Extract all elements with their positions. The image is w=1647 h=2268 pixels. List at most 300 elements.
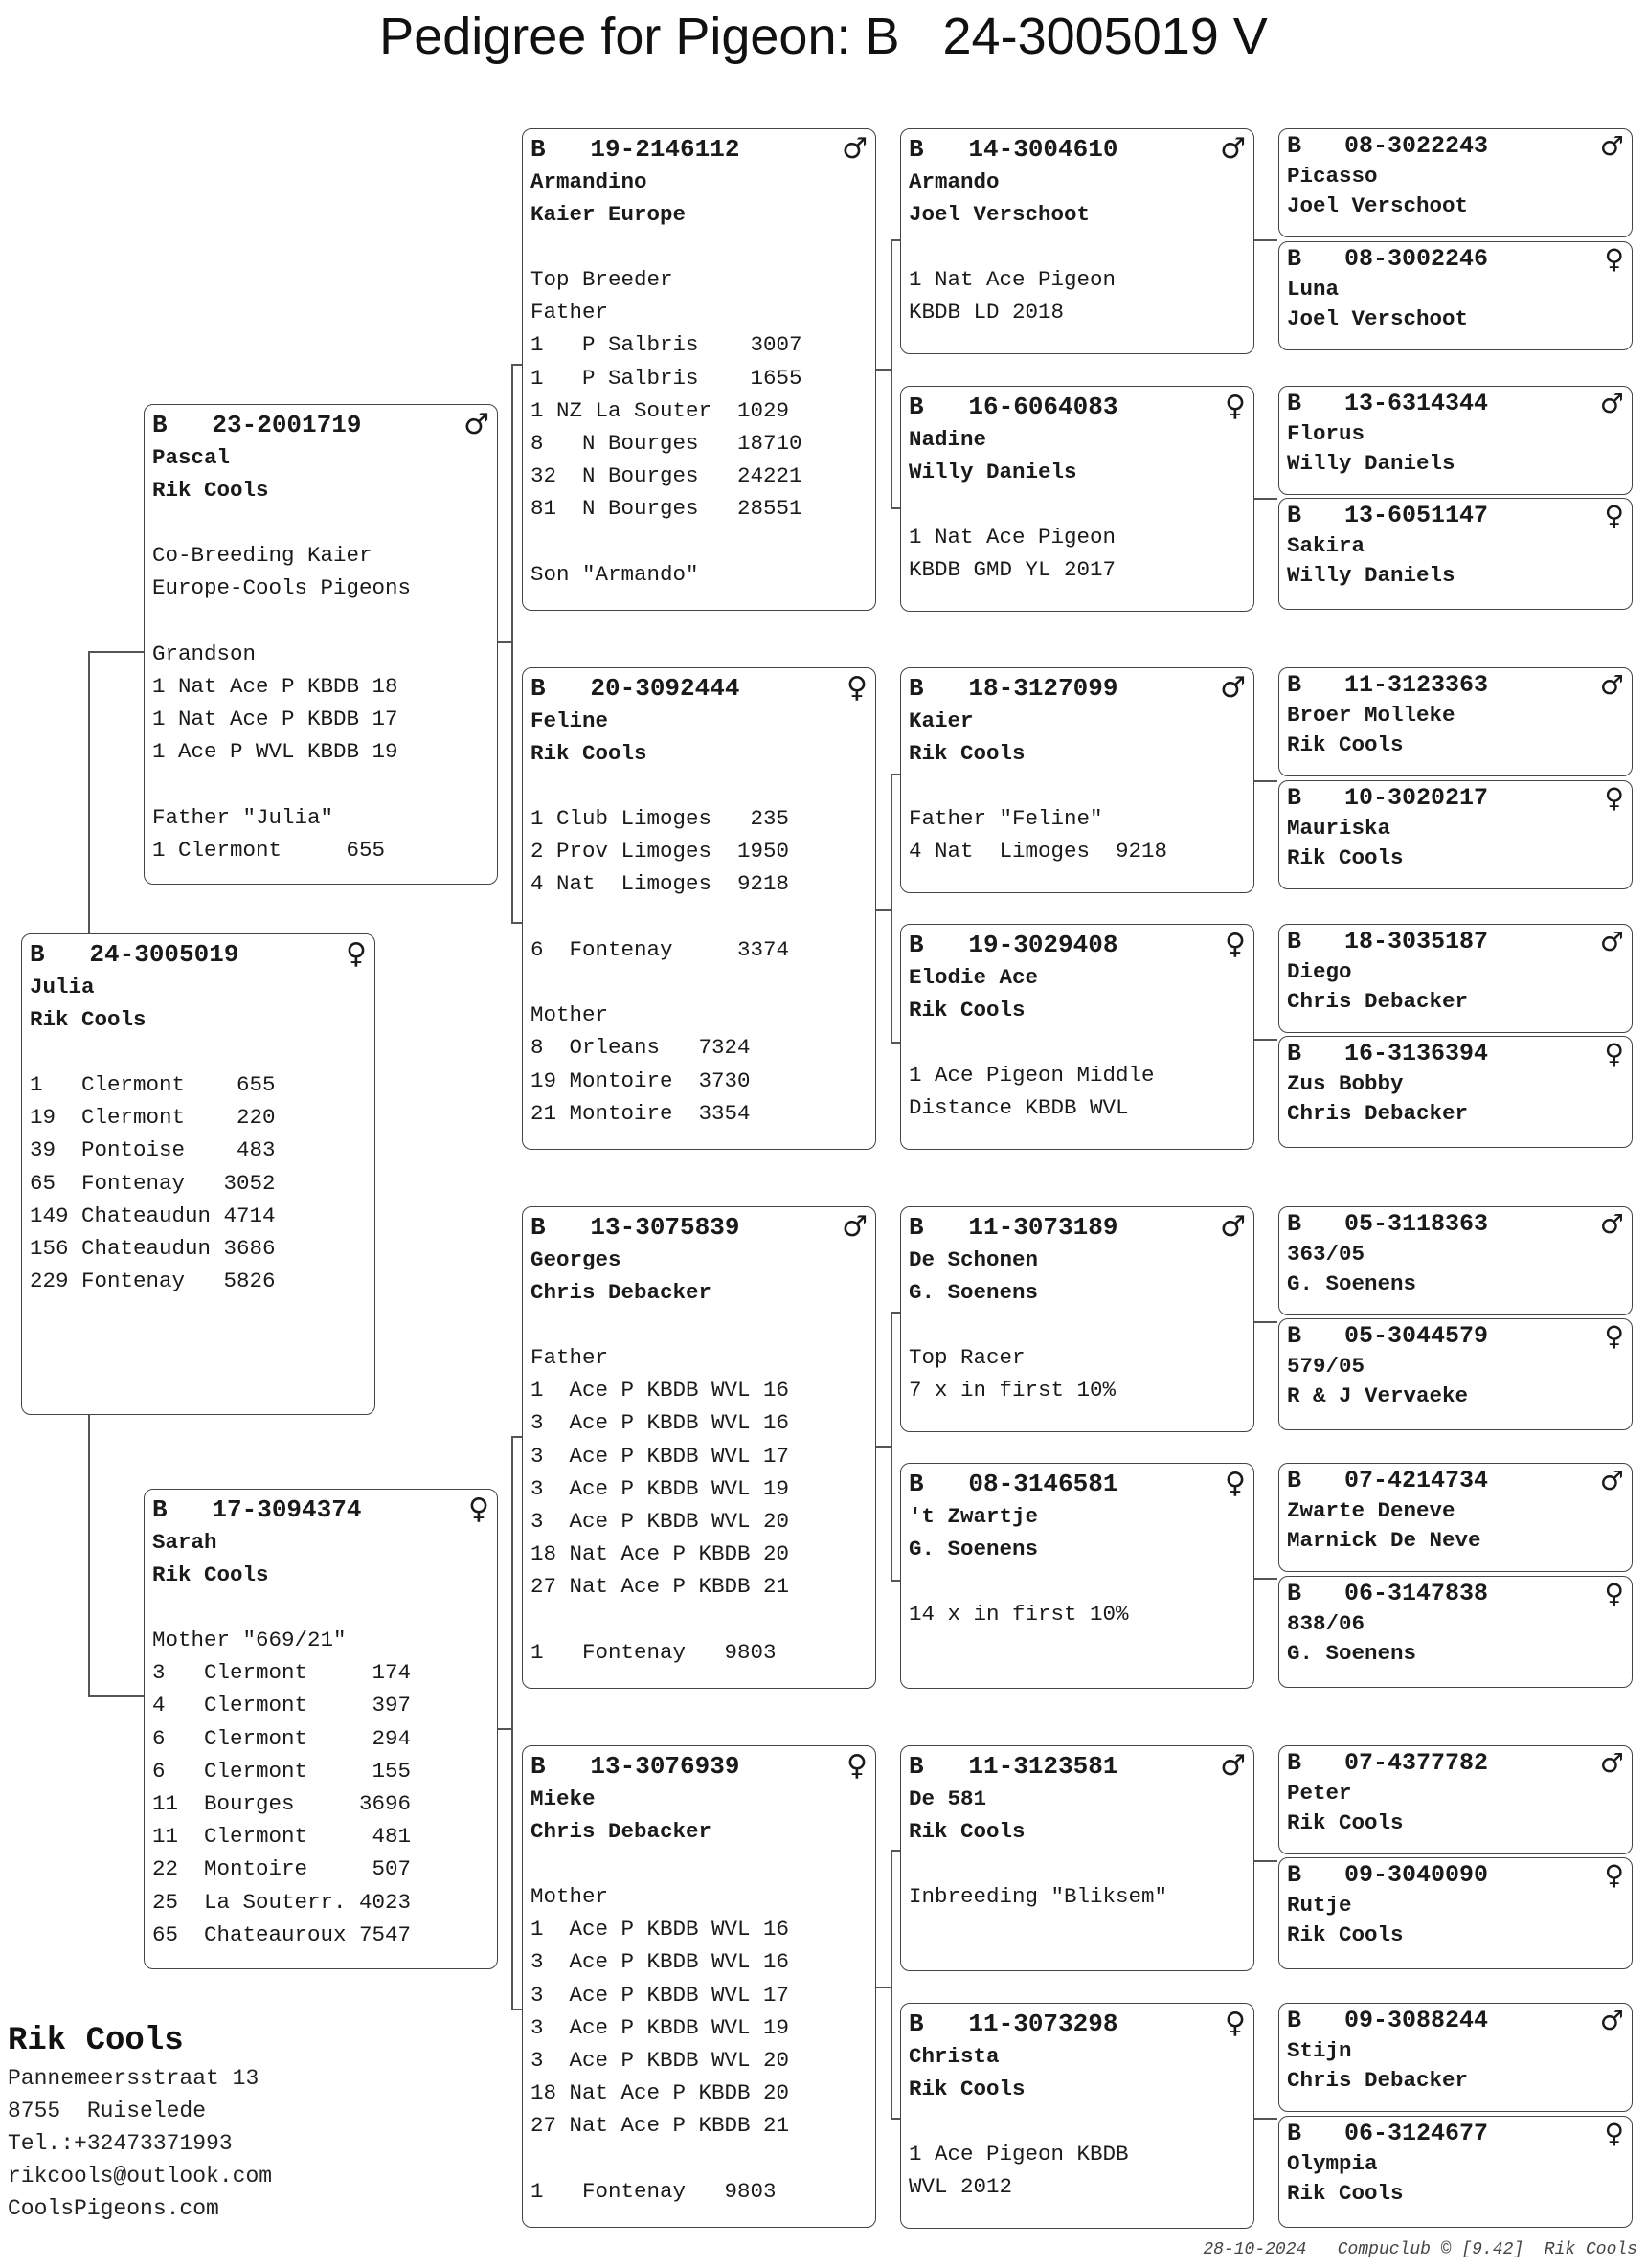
pigeon-name: Olympia [1287,2151,1378,2176]
female-symbol-icon: ♀ [1604,782,1624,814]
pigeon-ring-header [1287,2119,1624,2149]
ring-number: 07-4214734 [1344,1467,1489,1494]
note-line: 1 Clermont 655 [30,1072,276,1097]
pigeon-card-g4-8 [1278,1036,1633,1148]
note-line: 11 Bourges 3696 [152,1791,412,1817]
country-code: B [909,1470,924,1498]
pigeon-card-g4-3 [1278,386,1633,495]
ring-number: 11-3123363 [1344,671,1489,699]
pigeon-name: 579/05 [1287,1354,1365,1379]
pigeon-owner: Willy Daniels [1287,563,1455,588]
pigeon-name: Mieke [530,1786,596,1811]
pigeon-card-ggen-mff [900,1206,1254,1432]
pigeon-owner: Chris Debacker [530,1280,712,1305]
pigeon-ring-header [909,1468,1246,1500]
connector [88,1695,144,1697]
owner-name: Rik Cools [8,2023,184,2059]
connector [1254,1039,1277,1041]
note-line: Mother "669/21" [152,1628,347,1652]
country-code: B [530,1213,546,1242]
connector [1254,239,1277,241]
female-symbol-icon: ♀ [1225,390,1246,423]
pigeon-card-g4-10 [1278,1318,1633,1430]
note-line [530,526,868,558]
country-code: B [1287,132,1302,160]
note-line [530,901,868,933]
pigeon-owner: Joel Verschoot [909,202,1091,227]
pigeon-ring-header [1287,1748,1624,1779]
country-code: B [909,2010,924,2038]
note-line: 65 Fontenay 3052 [30,1170,276,1196]
connector [891,1850,892,2120]
ring-number: 11-3123581 [968,1752,1118,1781]
pigeon-notes [909,1341,1246,1406]
pigeon-card-g4-6 [1278,780,1633,889]
pigeon-notes [909,1059,1246,1124]
female-symbol-icon: ♀ [468,1493,489,1526]
connector [496,641,511,643]
pigeon-notes [909,802,1246,867]
connector [1254,2118,1277,2120]
pigeon-name: Elodie Ace [909,965,1039,990]
pigeon-card-g4-12 [1278,1576,1633,1688]
note-line: Father [530,1345,609,1370]
country-code: B [909,674,924,703]
country-code: B [1287,245,1302,273]
pigeon-ring-header [1287,1466,1624,1496]
pigeon-notes [909,263,1246,328]
pigeon-name: Sakira [1287,533,1365,558]
owner-city: 8755 Ruiselede [8,2099,207,2123]
ring-number: 19-3029408 [968,931,1118,959]
pigeon-card-g4-15 [1278,2003,1633,2112]
ring-number: 08-3146581 [968,1470,1118,1498]
note-line: 3 Ace P KBDB WVL 16 [530,1949,790,1975]
male-symbol-icon: ♂ [1599,1465,1624,1496]
note-line: Mother [530,1884,609,1909]
note-line: 4 Clermont 397 [152,1693,412,1718]
pigeon-owner: G. Soenens [1287,1641,1417,1666]
note-line: 19 Montoire 3730 [530,1067,751,1093]
note-line: KBDB LD 2018 [909,300,1065,326]
ring-number: 20-3092444 [590,674,740,703]
male-symbol-icon: ♂ [1599,1747,1624,1779]
pigeon-name: De 581 [909,1786,987,1811]
ring-number: 16-6064083 [968,393,1118,421]
ring-number: 06-3147838 [1344,1580,1489,1607]
country-code: B [1287,1322,1302,1350]
owner-address: Pannemeersstraat 13 [8,2066,259,2091]
pigeon-card-ggen-fff [900,128,1254,354]
note-line: 156 Chateaudun 3686 [30,1236,276,1262]
male-symbol-icon: ♂ [1599,669,1624,701]
pigeon-ring-header [909,2008,1246,2040]
country-code: B [152,411,168,439]
page-title: Pedigree for Pigeon: B 24-3005019 V [379,8,1268,65]
pigeon-owner: Chris Debacker [530,1819,712,1844]
note-line: 22 Montoire 507 [152,1856,412,1882]
ring-number: 06-3124677 [1344,2120,1489,2147]
country-code: B [1287,1467,1302,1494]
ring-number: 18-3035187 [1344,928,1489,955]
country-code: B [909,931,924,959]
pigeon-card-father [144,404,498,885]
pigeon-card-maternal-grandfather [522,1206,876,1689]
pigeon-owner: Rik Cools [1287,732,1404,757]
note-line: 3 Ace P KBDB WVL 19 [530,2014,790,2040]
country-code: B [530,674,546,703]
pigeon-notes [909,521,1246,586]
note-line: 21 Montoire 3354 [530,1100,751,1126]
pigeon-ring-header [1287,1321,1624,1352]
pigeon-name: Zus Bobby [1287,1071,1404,1096]
pigeon-name: Peter [1287,1781,1352,1806]
pigeon-owner: Joel Verschoot [1287,193,1469,218]
pigeon-card-g4-13 [1278,1745,1633,1854]
note-line: 1 Fontenay 9803 [530,2178,777,2204]
pigeon-ring-header [1287,670,1624,701]
male-symbol-icon: ♂ [842,132,868,166]
note-line: 32 N Bourges 24221 [530,463,802,489]
male-symbol-icon: ♂ [463,408,489,441]
pigeon-name: 't Zwartje [909,1504,1039,1529]
male-symbol-icon: ♂ [1599,926,1624,957]
female-symbol-icon: ♀ [846,1749,868,1783]
ring-number: 13-6314344 [1344,390,1489,417]
pigeon-owner: Rik Cools [909,2077,1026,2101]
note-line: 229 Fontenay 5826 [30,1269,276,1294]
pigeon-name: Luna [1287,277,1340,302]
note-line: 65 Chateauroux 7547 [152,1921,412,1947]
ring-number: 05-3044579 [1344,1322,1489,1350]
pigeon-card-ggen-mmf [900,1745,1254,1971]
female-symbol-icon: ♀ [1604,2118,1624,2149]
pigeon-ring-header [530,1211,868,1244]
connector [88,651,144,653]
note-line: 3 Ace P KBDB WVL 20 [530,2048,790,2074]
ring-number: 19-2146112 [590,135,740,164]
country-code: B [1287,1861,1302,1889]
male-symbol-icon: ♂ [1220,1749,1246,1783]
female-symbol-icon: ♀ [1225,928,1246,961]
ring-number: 17-3094374 [212,1495,362,1524]
male-symbol-icon: ♂ [1599,388,1624,419]
pigeon-card-ggen-mfm [900,1463,1254,1689]
note-line: 1 Ace P KBDB WVL 16 [530,1378,790,1403]
pigeon-card-subject [21,933,375,1415]
ring-number: 07-4377782 [1344,1749,1489,1777]
pigeon-owner: Willy Daniels [1287,451,1455,476]
note-line: 1 Ace Pigeon Middle [909,1063,1155,1088]
note-line: Co-Breeding Kaier [152,543,372,568]
pigeon-ring-header [909,133,1246,166]
note-line: 1 Nat Ace Pigeon [909,267,1117,292]
note-line: 1 P Salbris 3007 [530,332,802,358]
female-symbol-icon: ♀ [1604,1320,1624,1352]
pigeon-ring-header [1287,244,1624,275]
pigeon-card-ggen-mmm [900,2003,1254,2229]
pigeon-owner: Rik Cools [909,1819,1026,1844]
pigeon-ring-header [1287,927,1624,957]
male-symbol-icon: ♂ [1220,671,1246,705]
country-code: B [1287,1210,1302,1238]
pigeon-ring-header [1287,783,1624,814]
country-code: B [909,1213,924,1242]
male-symbol-icon: ♂ [1220,1210,1246,1244]
pigeon-name: Stijn [1287,2038,1352,2063]
pigeon-notes [530,1880,868,2208]
ring-number: 13-6051147 [1344,502,1489,529]
female-symbol-icon: ♀ [1604,243,1624,275]
pigeon-card-maternal-grandmother [522,1745,876,2228]
connector [88,1415,90,1697]
connector [511,1436,513,2010]
pigeon-ring-header [152,409,489,441]
note-line: 8 Orleans 7324 [530,1035,751,1061]
pigeon-ring-header [909,1211,1246,1244]
pigeon-name: Diego [1287,959,1352,984]
pigeon-ring-header [530,672,868,705]
connector [1254,498,1277,500]
country-code: B [530,1752,546,1781]
note-line: 14 x in first 10% [909,1602,1129,1627]
note-line: Mother [530,1002,609,1028]
country-code: B [909,135,924,164]
connector [875,909,891,911]
pigeon-ring-header [1287,131,1624,162]
note-line: 19 Clermont 220 [30,1105,276,1131]
pigeon-card-ggen-ffm [900,386,1254,612]
pigeon-name: Georges [530,1247,621,1272]
pigeon-card-paternal-grandfather [522,128,876,611]
pigeon-owner: G. Soenens [909,1537,1039,1561]
pigeon-card-ggen-fmf [900,667,1254,893]
pigeon-owner: Rik Cools [909,998,1026,1022]
pigeon-notes [530,802,868,1130]
male-symbol-icon: ♂ [1599,130,1624,162]
note-line: 3 Ace P KBDB WVL 17 [530,1982,790,2008]
country-code: B [909,393,924,421]
note-line: 2 Prov Limoges 1950 [530,839,790,865]
pigeon-ring-header [1287,1860,1624,1891]
female-symbol-icon: ♀ [1604,1578,1624,1609]
note-line: 3 Ace P KBDB WVL 17 [530,1443,790,1469]
pigeon-ring-header [909,1750,1246,1783]
ring-number: 14-3004610 [968,135,1118,164]
pigeon-name: Armando [909,169,1000,194]
pigeon-notes [909,1880,1246,1913]
owner-email: rikcools@outlook.com [8,2164,273,2189]
pigeon-card-g4-4 [1278,498,1633,610]
country-code: B [909,1752,924,1781]
country-code: B [1287,2007,1302,2034]
country-code: B [1287,502,1302,529]
note-line: WVL 2012 [909,2174,1013,2200]
pigeon-ring-header [909,391,1246,423]
connector [875,369,891,371]
note-line: 18 Nat Ace P KBDB 20 [530,2080,790,2106]
ring-number: 11-3073189 [968,1213,1118,1242]
connector [875,1987,891,1988]
pigeon-owner: G. Soenens [1287,1271,1417,1296]
note-line: 1 Ace P KBDB WVL 16 [530,1917,790,1942]
ring-number: 08-3002246 [1344,245,1489,273]
pigeon-owner: Kaier Europe [530,202,687,227]
owner-contact-block [8,2020,272,2225]
pigeon-owner: R & J Vervaeke [1287,1383,1469,1408]
pigeon-name: Pascal [152,445,231,470]
note-line: Top Racer [909,1345,1026,1370]
pigeon-card-g4-9 [1278,1206,1633,1315]
pigeon-notes [530,1341,868,1669]
pigeon-card-g4-2 [1278,241,1633,350]
note-line: Distance KBDB WVL [909,1095,1129,1121]
pigeon-ring-header [1287,1209,1624,1240]
pigeon-ring-header [1287,2006,1624,2036]
note-line: 1 Nat Ace P KBDB 18 [152,673,398,699]
pigeon-owner: G. Soenens [909,1280,1039,1305]
country-code: B [1287,390,1302,417]
pigeon-ring-header [1287,389,1624,419]
note-line: 1 Nat Ace P KBDB 17 [152,707,398,732]
pigeon-name: Nadine [909,427,987,452]
country-code: B [1287,784,1302,812]
pigeon-name: 363/05 [1287,1242,1365,1267]
pigeon-name: Kaier [909,708,974,733]
pigeon-name: Mauriska [1287,816,1391,841]
country-code: B [1287,928,1302,955]
owner-website: CoolsPigeons.com [8,2196,219,2221]
pigeon-ring-header [1287,1039,1624,1069]
country-code: B [1287,1749,1302,1777]
note-line [530,2143,868,2175]
pigeon-name: De Schonen [909,1247,1039,1272]
country-code: B [152,1495,168,1524]
note-line: 1 Ace P WVL KBDB 19 [152,739,398,765]
ring-number: 05-3118363 [1344,1210,1489,1238]
female-symbol-icon: ♀ [1604,1859,1624,1891]
note-line: 1 P Salbris 1655 [530,365,802,391]
note-line: 8 N Bourges 18710 [530,431,802,457]
pigeon-owner: Willy Daniels [909,460,1077,484]
pigeon-ring-header [1287,501,1624,531]
pigeon-card-g4-16 [1278,2116,1633,2228]
pigeon-name: Christa [909,2044,1000,2069]
ring-number: 23-2001719 [212,411,362,439]
ring-number: 13-3075839 [590,1213,740,1242]
pigeon-owner: Rik Cools [1287,845,1404,870]
note-line: 3 Ace P KBDB WVL 20 [530,1509,790,1535]
note-line [152,604,489,637]
note-line [530,966,868,999]
note-line: 1 Clermont 655 [152,837,386,863]
owner-phone: Tel.:+32473371993 [8,2131,233,2156]
pigeon-notes [30,1068,367,1297]
pigeon-notes [530,263,868,591]
country-code: B [1287,2120,1302,2147]
pigeon-owner: Rik Cools [152,1562,269,1587]
country-code: B [1287,671,1302,699]
note-line: KBDB GMD YL 2017 [909,557,1117,583]
pigeon-ring-header [909,929,1246,961]
note-line: Father "Feline" [909,806,1103,831]
note-line [530,1604,868,1636]
female-symbol-icon: ♀ [1225,2007,1246,2040]
pigeon-notes [152,539,489,866]
pigeon-owner: Rik Cools [909,741,1026,766]
pigeon-card-paternal-grandmother [522,667,876,1150]
note-line: Inbreeding "Bliksem" [909,1884,1168,1909]
connector [891,1312,892,1582]
pigeon-name: Armandino [530,169,647,194]
country-code: B [30,940,45,969]
connector [88,651,90,933]
connector [1254,1578,1277,1580]
male-symbol-icon: ♂ [1599,1208,1624,1240]
female-symbol-icon: ♀ [846,671,868,705]
pigeon-name: Julia [30,975,95,999]
note-line: 11 Clermont 481 [152,1824,412,1850]
note-line: Grandson [152,640,257,666]
pigeon-name: Broer Molleke [1287,703,1455,728]
note-line: 6 Clermont 155 [152,1758,412,1784]
note-line: Son "Armando" [530,561,699,587]
pigeon-ring-header [530,133,868,166]
pigeon-owner: Chris Debacker [1287,989,1469,1014]
ring-number: 13-3076939 [590,1752,740,1781]
connector [875,1446,891,1448]
note-line: 3 Ace P KBDB WVL 19 [530,1475,790,1501]
note-line: 3 Ace P KBDB WVL 16 [530,1410,790,1436]
ring-number: 09-3040090 [1344,1861,1489,1889]
pigeon-name: Rutje [1287,1893,1352,1918]
country-code: B [1287,1040,1302,1067]
ring-number: 11-3073298 [968,2010,1118,2038]
female-symbol-icon: ♀ [346,937,367,971]
pigeon-owner: Rik Cools [30,1007,147,1032]
note-line: 18 Nat Ace P KBDB 20 [530,1541,790,1567]
pigeon-ring-header [30,938,367,971]
ring-number: 18-3127099 [968,674,1118,703]
pigeon-ring-header [530,1750,868,1783]
pigeon-owner: Chris Debacker [1287,2068,1469,2093]
pigeon-owner: Rik Cools [1287,2181,1404,2206]
pigeon-owner: Chris Debacker [1287,1101,1469,1126]
pigeon-card-g4-7 [1278,924,1633,1033]
pigeon-name: Florus [1287,421,1365,446]
pigeon-owner: Rik Cools [1287,1922,1404,1947]
note-line: 1 Nat Ace Pigeon [909,525,1117,550]
pigeon-owner: Marnick De Neve [1287,1528,1481,1553]
ring-number: 10-3020217 [1344,784,1489,812]
note-line: 27 Nat Ace P KBDB 21 [530,2113,790,2139]
male-symbol-icon: ♂ [1599,2005,1624,2036]
connector [1254,1321,1277,1323]
pigeon-card-g4-14 [1278,1857,1633,1969]
note-line: 81 N Bourges 28551 [530,496,802,522]
female-symbol-icon: ♀ [1604,1038,1624,1069]
connector [1254,780,1277,782]
male-symbol-icon: ♂ [842,1210,868,1244]
pigeon-name: Zwarte Deneve [1287,1498,1455,1523]
pigeon-owner: Rik Cools [152,478,269,503]
note-line: 4 Nat Limoges 9218 [909,839,1168,865]
country-code: B [530,135,546,164]
pigeon-name: Picasso [1287,164,1378,189]
pigeon-notes [152,1624,489,1951]
note-line: 39 Pontoise 483 [30,1137,276,1163]
note-line: 6 Fontenay 3374 [530,936,790,962]
